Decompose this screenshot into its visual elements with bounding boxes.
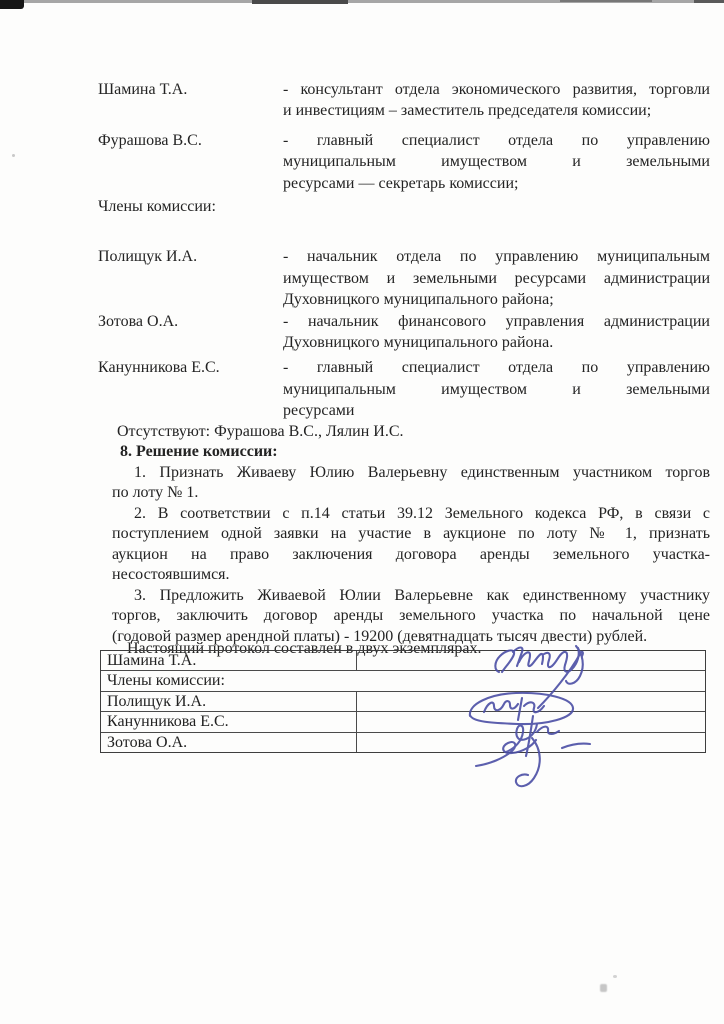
paragraph-line: 1. Признать Живаеву Юлию Валерьевну единственным участником торгов (134, 463, 710, 481)
scan-edge-artifact (252, 0, 348, 4)
section-heading: 8. Решение комиссии: (120, 443, 278, 461)
member-description (283, 357, 710, 421)
signature-cell (356, 651, 705, 670)
paragraph-line: торгов, заключить договор аренды земельного участка по начальной цене (112, 607, 710, 625)
signature-table (100, 650, 706, 753)
member-row-shamina (98, 79, 710, 122)
member-row-furashova (98, 130, 710, 194)
table-row (101, 733, 705, 752)
absent-line: Отсутствуют: Фурашова В.С., Лялин И.С. (117, 422, 404, 440)
paragraph-line: несостоявшимся. (112, 566, 230, 584)
scan-speck (600, 984, 607, 992)
member-description (283, 130, 710, 194)
paragraph-2 (112, 504, 710, 586)
member-description (283, 311, 710, 354)
description-line: - консультант отдела экономического развития, торговли (283, 81, 710, 98)
scan-edge-artifact (694, 0, 724, 3)
signature-cell (356, 733, 705, 752)
signature-cell (356, 692, 705, 711)
table-row (101, 651, 705, 671)
table-row (101, 671, 705, 691)
paragraph-line: 2. В соответствии с п.14 статьи 39.12 Земельного кодекса РФ, в связи с (134, 504, 710, 522)
signature-cell (356, 712, 705, 731)
paragraph-1 (112, 463, 710, 504)
scan-speck (12, 154, 15, 157)
member-name: Шамина Т.А. (98, 81, 188, 98)
row-label: Канунникова Е.С. (107, 713, 229, 731)
member-row-polishchuk (98, 246, 710, 310)
table-row (101, 692, 705, 712)
description-line: Духовницкого муниципального района. (283, 334, 554, 352)
paragraph-line: аукцион на право заключения договора аренды земельного участка- (112, 545, 710, 563)
member-name: Канунникова Е.С. (98, 359, 220, 377)
description-line: - главный специалист отдела по управлению (283, 359, 710, 377)
description-line: ресурсами — секретарь комиссии; (283, 174, 519, 192)
description-line: муниципальным имуществом и земельными (283, 380, 710, 398)
table-row (101, 712, 705, 732)
description-line: Духовницкого муниципального района; (283, 291, 554, 309)
document-body (98, 79, 710, 660)
paragraph-line: 3. Предложить Живаевой Юлии Валерьевне как единственному участнику (134, 586, 710, 604)
description-line: - главный специалист отдела по управлению (283, 131, 710, 149)
paragraph-line: (годовой размер арендной платы) - 19200 (девятнадцать тысяч двести) рублей. (112, 627, 648, 645)
description-line: - начальник финансового управления администрации (283, 312, 710, 330)
scan-corner-artifact (0, 0, 24, 9)
member-name: Полищук И.А. (98, 248, 198, 266)
description-line: имуществом и земельными ресурсами администрации (283, 269, 710, 287)
paragraph-line: по лоту № 1. (112, 484, 199, 502)
paragraph-3 (112, 586, 710, 648)
member-name: Фурашова В.С. (98, 131, 202, 149)
decision-section (112, 422, 710, 660)
member-name: Зотова О.А. (98, 312, 179, 330)
members-section-label: Члены комиссии: (98, 198, 216, 216)
description-line: ресурсами (283, 402, 355, 420)
description-line: и инвестициям – заместитель председателя комиссии; (283, 102, 652, 120)
member-row-zotova (98, 311, 710, 354)
signature-cell (356, 671, 705, 690)
row-label: Полищук И.А. (107, 692, 207, 710)
description-line: муниципальным имуществом и земельными (283, 153, 710, 171)
copies-line: Настоящий протокол составлен в двух экземплярах. (127, 640, 482, 658)
scan-speck (613, 975, 617, 978)
member-description (283, 79, 710, 122)
description-line: - начальник отдела по управлению муниципальным (283, 248, 710, 266)
row-label: Зотова О.А. (107, 733, 188, 751)
row-label: Члены комиссии: (107, 672, 225, 690)
paragraph-line: поступлением одной заявки на участие в аукционе по лоту № 1, признать (112, 525, 710, 543)
member-row-kanunnikova (98, 357, 710, 421)
row-label: Шамина Т.А. (107, 652, 197, 669)
member-description (283, 246, 710, 310)
scan-edge-artifact (560, 0, 652, 2)
